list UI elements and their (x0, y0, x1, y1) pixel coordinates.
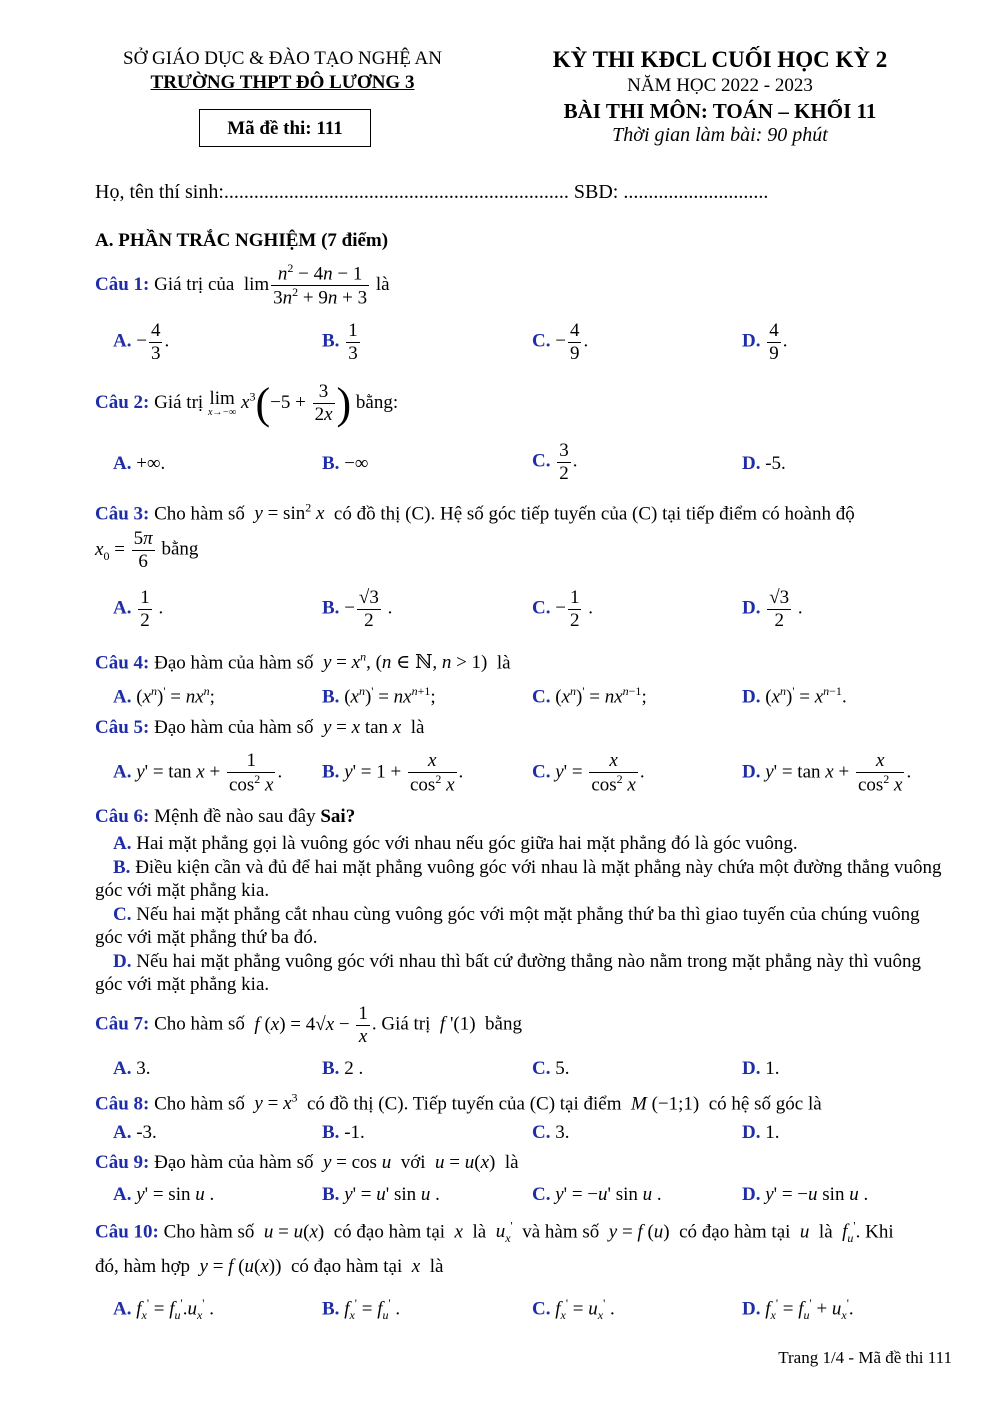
formula: $y = \sin^2 x$ (254, 501, 325, 525)
section-a-title: A. PHẦN TRẮC NGHIỆM (7 điểm) (95, 230, 389, 251)
q2-option-b[interactable]: B. −∞ (322, 453, 369, 474)
question-4: Câu 4: Đạo hàm của hàm số $y = x^n$, (n ∈ ℕ, n > 1) là (95, 650, 511, 674)
exam-subject: BÀI THI MÔN: TOÁN – KHỐI 11 (563, 99, 877, 123)
formula: $y = x^n$, (n ∈ ℕ, n > 1) (322, 650, 493, 674)
q10-option-d[interactable]: D. $f_x' = f_u' + u_x'$. (742, 1296, 854, 1323)
question-label: Câu 7: (95, 1013, 150, 1035)
question-8: Câu 8: Cho hàm số $y = x^3$ có đồ thị (C). Tiếp tuyến của (C) tại điểm M (−1;1) có hệ số góc là (95, 1091, 822, 1115)
question-10: Câu 10: Cho hàm số u = u(x) có đạo hàm tại x là $u_x'$ và hàm số y = f (u) có đạo hàm tại u là $f_u'$. Khi (95, 1219, 894, 1246)
page-footer: Trang 1/4 - Mã đề thi 111 (778, 1348, 952, 1367)
q9-option-a[interactable]: A. y' = sin u . (113, 1184, 215, 1205)
q5-option-a[interactable]: A. y' = tan x + $\frac{1}{\cos^2 x}$ . (113, 750, 283, 796)
department-name: SỞ GIÁO DỤC & ĐÀO TẠO NGHỆ AN (123, 48, 442, 69)
formula: $x_0$ = $\frac{5\pi}{6}$ (95, 528, 153, 572)
exam-time: Thời gian làm bài: 90 phút (612, 124, 828, 146)
q3-option-d[interactable]: D. $\frac{√3}{2}$ . (742, 587, 803, 631)
question-1: Câu 1: Giá trị của lim $\frac{n^2 - 4n - 1}{3n^2 + 9n + 3}$ là (95, 261, 390, 309)
q9-option-b[interactable]: B. y' = u' sin u . (322, 1184, 440, 1205)
question-label: Câu 9: (95, 1152, 150, 1173)
q5-option-b[interactable]: B. y' = 1 + $\frac{x}{\cos^2 x}$ . (322, 750, 464, 796)
q5-option-d[interactable]: D. y' = tan x + $\frac{x}{\cos^2 x}$ . (742, 750, 912, 796)
question-label: Câu 1: (95, 274, 150, 296)
q7-option-d[interactable]: D. 1. (742, 1058, 780, 1079)
formula: y = f (u(x)) (199, 1256, 287, 1277)
formula: y = cos u (322, 1152, 392, 1173)
exam-title: KỲ THI KĐCL CUỐI HỌC KỲ 2 (552, 47, 888, 72)
formula: u = u(x) (263, 1221, 329, 1243)
q8-option-b[interactable]: B. -1. (322, 1122, 365, 1143)
question-label: Câu 8: (95, 1093, 150, 1115)
q10-option-a[interactable]: A. $f_x' = f_u'.u_x'$ . (113, 1296, 214, 1323)
q1-option-d[interactable]: D. $\frac{4}{9}$ . (742, 320, 788, 364)
question-label: Câu 5: (95, 717, 150, 738)
formula: $u_x'$ (495, 1219, 513, 1246)
q6-option-d[interactable]: D. Nếu hai mặt phẳng vuông góc với nhau thì bất cứ đường thẳng nào nằm trong mặt phẳng này thì vuông góc với mặt phẳng kia. (95, 951, 921, 995)
student-info-line: Họ, tên thí sinh:..................................................................... SBD: ............................. (95, 181, 769, 203)
question-3-line-2: $x_0$ = $\frac{5\pi}{6}$ bằng (95, 528, 199, 572)
question-3: Câu 3: Cho hàm số $y = \sin^2 x$ có đồ thị (C). Hệ số góc tiếp tuyến của (C) tại tiếp điểm có hoành độ (95, 501, 855, 525)
q7-option-c[interactable]: C. 5. (532, 1058, 570, 1079)
question-label: Câu 6: (95, 806, 150, 827)
q6-option-c[interactable]: C. Nếu hai mặt phẳng cắt nhau cùng vuông góc với một mặt phẳng thứ ba thì giao tuyến của chúng vuông góc với mặt phẳng thứ ba đó. (95, 904, 920, 948)
q6-option-b[interactable]: B. Điều kiện cần và đủ để hai mặt phẳng vuông góc với nhau là mặt phẳng này chứa một đường thẳng vuông góc với mặt phẳng kia. (95, 857, 942, 901)
question-label: Câu 3: (95, 503, 150, 525)
q4-option-c[interactable]: C. $(x^n)' = nx^{n-1}$; (532, 684, 647, 708)
school-name: TRƯỜNG THPT ĐÔ LƯƠNG 3 (150, 72, 415, 93)
q8-option-a[interactable]: A. -3. (113, 1122, 157, 1143)
question-9: Câu 9: Đạo hàm của hàm số y = cos u với u = u(x) là (95, 1152, 519, 1173)
formula: lim $\frac{n^2 - 4n - 1}{3n^2 + 9n + 3}$ (239, 261, 368, 309)
q4-option-d[interactable]: D. $(x^n)' = x^{n-1}$. (742, 684, 847, 708)
q9-option-c[interactable]: C. y' = −u' sin u . (532, 1184, 662, 1205)
q5-option-c[interactable]: C. y' = $\frac{x}{\cos^2 x}$ . (532, 750, 645, 796)
q8-option-c[interactable]: C. 3. (532, 1122, 570, 1143)
formula: u = u(x) (435, 1152, 501, 1173)
formula: f '(1) (439, 1013, 481, 1035)
q6-option-a[interactable]: A. Hai mặt phẳng gọi là vuông góc với nhau nếu góc giữa hai mặt phẳng đó là góc vuông. (113, 833, 798, 854)
q1-option-b[interactable]: B. $\frac{1}{3}$ (322, 320, 358, 364)
formula: y = x tan x (322, 717, 402, 738)
q8-option-d[interactable]: D. 1. (742, 1122, 780, 1143)
formula: y = f (u) (608, 1221, 675, 1243)
formula: $f_u'$ (842, 1219, 856, 1246)
q7-option-b[interactable]: B. 2 . (322, 1058, 364, 1079)
q3-option-c[interactable]: C. − $\frac{1}{2}$ . (532, 587, 593, 631)
formula: M (−1;1) (631, 1093, 704, 1115)
q3-option-a[interactable]: A. $\frac{1}{2}$ . (113, 587, 164, 631)
q1-option-a[interactable]: A. − $\frac{4}{3}$ . (113, 320, 170, 364)
q3-option-b[interactable]: B. − $\frac{√3}{2}$ . (322, 587, 393, 631)
formula: f (x) = 4√x − $\frac{1}{x}$ (254, 1003, 368, 1047)
question-label: Câu 4: (95, 652, 150, 674)
formula: $y = x^3$ (254, 1091, 298, 1115)
q10-option-b[interactable]: B. $f_x' = f_u'$ . (322, 1296, 401, 1323)
question-6: Câu 6: Mệnh đề nào sau đây Sai? (95, 806, 356, 827)
q4-option-a[interactable]: A. $(x^n)' = nx^n$; (113, 684, 215, 708)
formula: lim x→−∞ $x^3(-5$ + $\frac{3}{2x}$ ) (207, 379, 352, 428)
question-label: Câu 2: (95, 391, 150, 413)
school-year: NĂM HỌC 2022 - 2023 (627, 75, 813, 96)
question-10-line-2: đó, hàm hợp y = f (u(x)) có đạo hàm tại x là (95, 1256, 444, 1277)
q2-option-a[interactable]: A. +∞. (113, 453, 166, 474)
question-5: Câu 5: Đạo hàm của hàm số y = x tan x là (95, 717, 425, 738)
question-2: Câu 2: Giá trị lim x→−∞ $x^3(-5$ + $\frac{3}{2x}$ ) bằng: (95, 379, 399, 428)
q2-option-d[interactable]: D. -5. (742, 453, 786, 474)
q10-option-c[interactable]: C. $f_x' = u_x'$ . (532, 1296, 615, 1323)
q1-option-c[interactable]: C. − $\frac{4}{9}$ . (532, 320, 589, 364)
exam-code-box: Mã đề thi: 111 (199, 109, 371, 147)
q4-option-b[interactable]: B. $(x^n)' = nx^{n+1}$; (322, 684, 436, 708)
q7-option-a[interactable]: A. 3. (113, 1058, 151, 1079)
q9-option-d[interactable]: D. y' = −u sin u . (742, 1184, 869, 1205)
q2-option-c[interactable]: C. $\frac{3}{2}$ . (532, 440, 578, 484)
question-7: Câu 7: Cho hàm số f (x) = 4√x − $\frac{1}{x}$ . Giá trị f '(1) bằng (95, 1003, 522, 1047)
question-label: Câu 10: (95, 1221, 159, 1243)
